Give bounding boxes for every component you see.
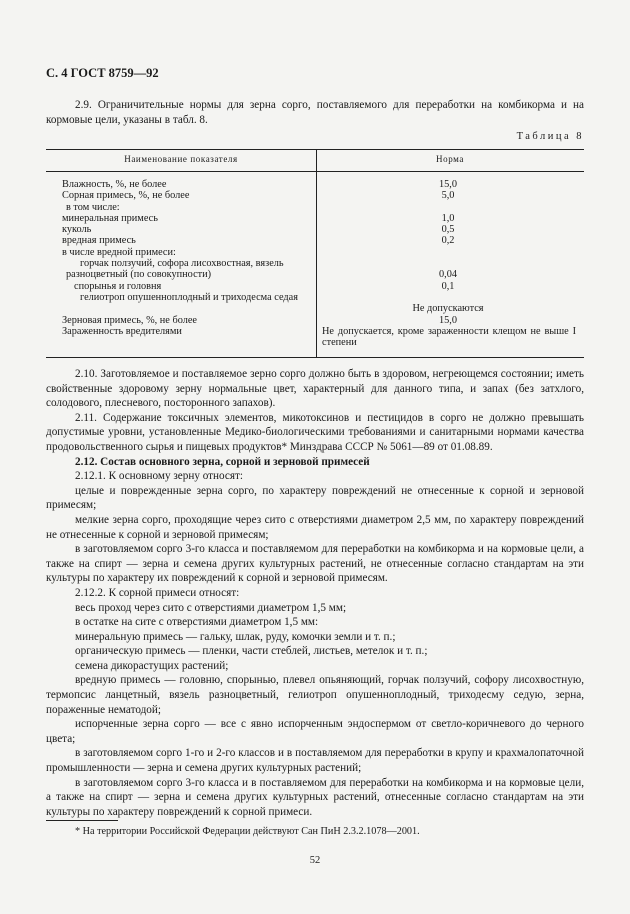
- table-row: минеральная примесь 1,0: [62, 212, 455, 224]
- paragraph: органическую примесь — пленки, части стеблей, листьев, метелок и т. п.;: [75, 645, 428, 658]
- paragraph: семена дикорастущих растений;: [75, 659, 229, 672]
- page-header: С. 4 ГОСТ 8759—92: [46, 66, 159, 80]
- table-row: гелиотроп опушенноплодный и триходесма седая Не допускаются: [80, 291, 484, 315]
- table-header-indicator: Наименование показателя: [124, 154, 238, 164]
- section-heading: 2.12. Состав основного зерна, сорной и зерновой примесей: [75, 455, 370, 468]
- table-row: Зараженность вредителями Не допускается, кроме зараженности клещом не выше I степени: [62, 325, 576, 349]
- table-row: вредная примесь 0,2: [62, 235, 455, 247]
- paragraph: 2.12.1. К основному зерну относят:: [75, 470, 244, 483]
- table-top-rule: [46, 149, 584, 150]
- intro-paragraph: 2.9. Ограничительные нормы для зерна сорго, поставляемого для переработки на комбикорма и на кормовые цели, указаны в табл. 8.: [46, 99, 584, 126]
- table-header-rule: [46, 171, 584, 172]
- table-caption: Таблица 8: [516, 131, 584, 142]
- table-bottom-rule: [46, 357, 584, 358]
- paragraph: в заготовляемом сорго 3-го класса и поставляемом для переработки на комбикорма и на кормовые цели, а также на спирт — зерна и семена других культурных растений, не отнесенные согласно стандартам на эти культуры по характеру их повреждений к сорной и зерновой примесям.: [46, 543, 584, 585]
- table-row: спорынья и головня 0,1: [74, 280, 455, 292]
- paragraph: мелкие зерна сорго, проходящие через сито с отверстиями диаметром 2,5 мм, по характеру повреждений не отнесенные к сорной и зерновой примесям;: [46, 513, 584, 541]
- table-row: Влажность, %, не более 15,0: [62, 179, 458, 190]
- table-row: Сорная примесь, %, не более 5,0: [62, 190, 455, 202]
- paragraph: целые и поврежденные зерна сорго, по характеру повреждений не отнесенные к сорной и зерновой примесям;: [46, 484, 584, 512]
- paragraph: в заготовляемом сорго 1-го и 2-го классов и в поставляемом для переработки в крупу и крахмалопаточной промышленности — зерна и семена других культурных растений;: [46, 747, 584, 775]
- table-row: в том числе:: [66, 201, 120, 213]
- table-row: в числе вредной примеси:: [62, 246, 176, 258]
- footnote: * На территории Российской Федерации действуют Сан ПиН 2.3.2.1078—2001.: [75, 826, 420, 837]
- table-body: [46, 179, 584, 348]
- table-row: Зерновая примесь, %, не более 15,0: [62, 314, 458, 326]
- paragraph: в заготовляемом сорго 3-го класса и в поставляемом для переработки на комбикорма и на кормовые цели, а также на спирт — зерна и семена других культурных растений, отнесенные согласно стандартам на эти культуры по характеру повреждений к сорной примеси.: [46, 776, 584, 818]
- table-row: разноцветный (по совокупности) 0,04: [66, 269, 458, 281]
- body-text: [46, 367, 584, 819]
- table-row: горчак ползучий, софора лисохвостная, вязель: [80, 258, 284, 270]
- paragraph: испорченные зерна сорго — все с явно испорченным эндоспермом от светло-коричневого до черного цвета;: [46, 718, 584, 745]
- paragraph: 2.12.2. К сорной примеси относят:: [75, 586, 240, 599]
- table-header-norm: Норма: [436, 154, 464, 164]
- paragraph: весь проход через сито с отверстиями диаметром 1,5 мм;: [75, 601, 347, 614]
- paragraph: 2.11. Содержание токсичных элементов, микотоксинов и пестицидов в сорго не должно превышать допустимые уровни, установленные Медико-биологическими требованиями и санитарными нормами качества продовольственного сырья и пищевых продуктов* Минздрава СССР № 5061—89 от 01.08.89.: [46, 411, 584, 453]
- paragraph: вредную примесь — головню, спорынью, плевел опьяняющий, горчак ползучий, софору лисохвостную, термопсис ланцетный, вязель разноцветный, гелиотроп опушенноплодный, триходесму седую, зерна, пораженные нематодой;: [46, 674, 584, 716]
- paragraph: минеральную примесь — гальку, шлак, руду, комочки земли и т. п.;: [75, 630, 396, 643]
- footnote-rule: [46, 820, 118, 821]
- paragraph: в остатке на сите с отверстиями диаметром 1,5 мм:: [75, 616, 319, 629]
- page-number: 52: [309, 855, 321, 866]
- table-row: куколь 0,5: [62, 224, 455, 236]
- paragraph: 2.10. Заготовляемое и поставляемое зерно сорго должно быть в здоровом, негреющемся состоянии; иметь свойственные здоровому зерну нормальные цвет, характерный для данного типа, и запах (без затхлого, солодового, плесневого, посторонного запахов).: [46, 368, 584, 410]
